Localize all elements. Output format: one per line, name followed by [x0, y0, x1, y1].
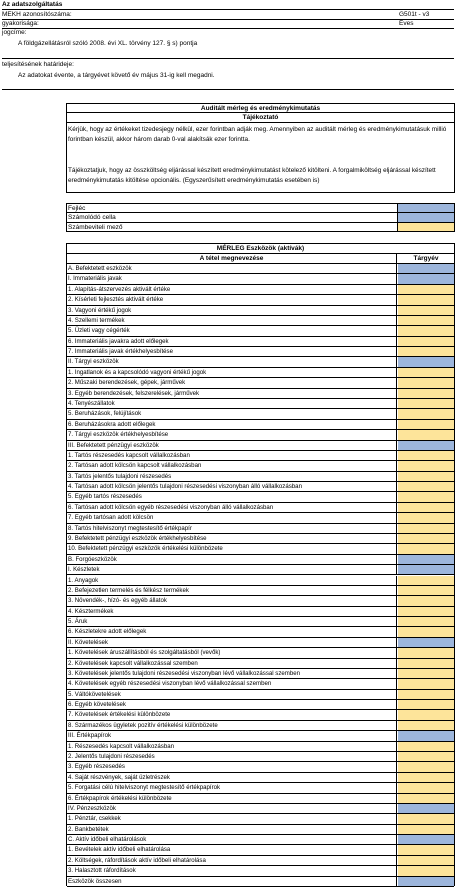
- row-label: 5. Forgatási célú hitelviszonyt megtestesítő értékpapírok: [67, 783, 397, 792]
- value-input[interactable]: [398, 700, 454, 709]
- value-calculated: [398, 264, 454, 273]
- legend: [66, 203, 455, 232]
- value-input[interactable]: [398, 596, 454, 605]
- row-label: 1. Bevételek aktív időbeli elhatárolása: [67, 845, 397, 854]
- value-input[interactable]: [398, 306, 454, 315]
- value-input[interactable]: [398, 856, 454, 865]
- table-row: [67, 659, 454, 669]
- row-label: 9. Befektetett pénzügyi eszközök értékhelyesbítése: [67, 534, 397, 543]
- table-row: [67, 441, 454, 451]
- row-label: 4. Saját részvények, saját üzletrészek: [67, 773, 397, 782]
- value-input[interactable]: [398, 409, 454, 418]
- table-row: [67, 295, 454, 305]
- legend-row-header: [67, 204, 454, 213]
- row-label: 5. Váltókövetelések: [67, 690, 397, 699]
- table-row: [67, 627, 454, 637]
- value-calculated: [398, 638, 454, 647]
- table-row: [67, 607, 454, 617]
- table-row: [67, 710, 454, 720]
- table-row: [67, 503, 454, 513]
- value-input[interactable]: [398, 295, 454, 304]
- row-label: IV. Pénzeszközök: [67, 804, 397, 813]
- row-label: 3. Növendék-, hízó- és egyéb állatok: [67, 596, 397, 605]
- table-row: [67, 451, 454, 461]
- row-label: 3. Egyéb berendezések, felszerelések, járművek: [67, 389, 397, 398]
- table-row: [67, 306, 454, 316]
- row-label: 5. Áruk: [67, 617, 397, 626]
- row-label: 6. Beruházásokra adott előlegek: [67, 420, 397, 429]
- column-header-item: A tétel megnevezése: [67, 254, 397, 264]
- row-label: 6. Immateriális javakra adott előlegek: [67, 337, 397, 346]
- value-input[interactable]: [398, 752, 454, 761]
- row-label: 5. Beruházások, felújítások: [67, 409, 397, 418]
- row-label: II. Követelések: [67, 638, 397, 647]
- value-input[interactable]: [398, 544, 454, 553]
- row-label: 1. Anyagok: [67, 576, 397, 585]
- row-label: 2. Befejezetlen termelés és félkész termékek: [67, 586, 397, 595]
- value-input[interactable]: [398, 762, 454, 771]
- value-input[interactable]: [398, 773, 454, 782]
- value-input[interactable]: [398, 389, 454, 398]
- row-label: 7. Egyéb tartósan adott kölcsön: [67, 513, 397, 522]
- row-label: II. Tárgyi eszközök: [67, 357, 397, 366]
- value-input[interactable]: [398, 326, 454, 335]
- row-label: 1. Pénztár, csekkek: [67, 814, 397, 823]
- row-label: 2. Bankbetétek: [67, 825, 397, 834]
- value-input[interactable]: [398, 399, 454, 408]
- table-row: [67, 513, 454, 523]
- info-box: [66, 103, 455, 193]
- row-label: 6. Értékpapírok értékelési különbözete: [67, 794, 397, 803]
- value-input[interactable]: [398, 721, 454, 730]
- info-title: Auditált mérleg és eredménykimutatás: [67, 104, 454, 113]
- value-input[interactable]: [398, 378, 454, 387]
- deadline-label: teljesítésének határideje:: [2, 61, 74, 68]
- value-calculated: [398, 565, 454, 574]
- value-input[interactable]: [398, 430, 454, 439]
- value-input[interactable]: [398, 461, 454, 470]
- table-row: [67, 638, 454, 648]
- row-label: 2. Tartósan adott kölcsön kapcsolt vállalkozásban: [67, 461, 397, 470]
- row-label: 4. Késztermékek: [67, 607, 397, 616]
- table-row: [67, 762, 454, 772]
- table-row: [67, 721, 454, 731]
- row-label: 1. Követelések áruszállításból és szolgáltatásból (vevők): [67, 648, 397, 657]
- value-input[interactable]: [398, 347, 454, 356]
- row-label: Eszközök összesen: [67, 877, 397, 886]
- row-label: 3. Tartós jelentős tulajdoni részesedés: [67, 472, 397, 481]
- value-input[interactable]: [398, 814, 454, 823]
- table-row: [67, 544, 454, 554]
- value-input[interactable]: [398, 337, 454, 346]
- row-label: C. Aktív időbeli elhatárolások: [67, 835, 397, 844]
- row-label: 7. Követelések értékelési különbözete: [67, 710, 397, 719]
- table-row: [67, 877, 454, 887]
- row-label: 4. Szellemi termékek: [67, 316, 397, 325]
- table-row: [67, 347, 454, 357]
- row-label: 6. Készletekre adott előlegek: [67, 627, 397, 636]
- value-input[interactable]: [398, 669, 454, 678]
- value-input[interactable]: [398, 513, 454, 522]
- row-label: 6. Egyéb követelések: [67, 700, 397, 709]
- value-input[interactable]: [398, 534, 454, 543]
- row-label: 3. Követelések jelentős tulajdoni részesedési viszonyban lévő vállalkozással szemben: [67, 669, 397, 678]
- table-row: [67, 617, 454, 627]
- row-label: 7. Immateriális javak értékhelyesbítése: [67, 347, 397, 356]
- table-row: [67, 845, 454, 855]
- freq-value: Éves: [399, 20, 414, 27]
- value-input[interactable]: [398, 690, 454, 699]
- table-row: [67, 835, 454, 845]
- divider: [2, 28, 454, 29]
- table-row: [67, 316, 454, 326]
- value-input[interactable]: [398, 472, 454, 481]
- table-row: [67, 576, 454, 586]
- table-row: [67, 648, 454, 658]
- divider: [2, 9, 454, 10]
- table-row: [67, 389, 454, 399]
- value-input[interactable]: [398, 742, 454, 751]
- legend-label: Számbeviteli mező: [68, 224, 123, 231]
- value-input[interactable]: [398, 451, 454, 460]
- table-row: [67, 357, 454, 367]
- value-input[interactable]: [398, 679, 454, 688]
- value-input[interactable]: [398, 576, 454, 585]
- value-input[interactable]: [398, 866, 454, 875]
- value-calculated: [398, 274, 454, 283]
- value-input[interactable]: [398, 627, 454, 636]
- divider: [2, 89, 454, 90]
- value-input[interactable]: [398, 503, 454, 512]
- row-label: 4. Tenyészállatok: [67, 399, 397, 408]
- value-calculated: [398, 804, 454, 813]
- table-row: [67, 794, 454, 804]
- row-label: B. Forgóeszközök: [67, 555, 397, 564]
- table-row: [67, 285, 454, 295]
- value-input[interactable]: [398, 845, 454, 854]
- legend-label: Számolódó cella: [68, 214, 116, 221]
- table-row: [67, 430, 454, 440]
- row-label: 6. Tartósan adott kölcsön egyéb részesedési viszonyban álló vállalkozásban: [67, 503, 397, 512]
- value-input[interactable]: [398, 316, 454, 325]
- row-label: 2. Jelentős tulajdoni részesedés: [67, 752, 397, 761]
- legend-label: Fejléc: [68, 205, 86, 212]
- value-input[interactable]: [398, 586, 454, 595]
- value-input[interactable]: [398, 710, 454, 719]
- value-calculated: [398, 877, 454, 886]
- table-row: [67, 814, 454, 824]
- table-row: [67, 264, 454, 274]
- table-row: [67, 482, 454, 492]
- row-label: 5. Egyéb tartós részesedés: [67, 492, 397, 501]
- table-row: [67, 586, 454, 596]
- value-input[interactable]: [398, 617, 454, 626]
- table-row: [67, 274, 454, 284]
- legend-row-input: [67, 223, 454, 231]
- value-input[interactable]: [398, 648, 454, 657]
- value-input[interactable]: [398, 659, 454, 668]
- info-subtitle: Tájékoztató: [67, 113, 454, 123]
- value-input[interactable]: [398, 492, 454, 501]
- table-row: [67, 524, 454, 534]
- column-header-year: Tárgyév: [413, 255, 439, 262]
- value-input[interactable]: [398, 368, 454, 377]
- table-row: [67, 378, 454, 388]
- table-row: [67, 326, 454, 336]
- table-row: [67, 669, 454, 679]
- value-input[interactable]: [398, 482, 454, 491]
- row-label: 5. Üzleti vagy cégérték: [67, 326, 397, 335]
- table-row: [67, 856, 454, 866]
- table-body: [66, 263, 455, 886]
- table-row: [67, 742, 454, 752]
- row-label: III. Befektetett pénzügyi eszközök: [67, 441, 397, 450]
- value-calculated: [398, 731, 454, 740]
- table-row: [67, 773, 454, 783]
- table-row: [67, 461, 454, 471]
- table-row: [67, 731, 454, 741]
- legend-swatch: [397, 204, 454, 212]
- row-label: 10. Befektetett pénzügyi eszközök értékelési különbözete: [67, 544, 397, 553]
- value-input[interactable]: [398, 607, 454, 616]
- value-input[interactable]: [398, 783, 454, 792]
- law-value: A földgázellátásról szóló 2008. évi XL. törvény 127. § s) pontja: [18, 40, 198, 47]
- table-row: [67, 492, 454, 502]
- row-label: 4. Tartósan adott kölcsön jelentős tulajdoni részesedési viszonyban álló vállalkozásban: [67, 482, 397, 491]
- table-row: [67, 534, 454, 544]
- legend-swatch: [397, 213, 454, 222]
- table-row: [67, 596, 454, 606]
- row-label: 8. Származékos ügyletek pozitív értékelési különbözete: [67, 721, 397, 730]
- value-input[interactable]: [398, 794, 454, 803]
- table-row: [67, 399, 454, 409]
- table-row: [67, 752, 454, 762]
- value-calculated: [398, 835, 454, 844]
- row-label: I. Immateriális javak: [67, 274, 397, 283]
- row-label: 8. Tartós hitelviszonyt megtestesítő értékpapír: [67, 524, 397, 533]
- value-input[interactable]: [398, 524, 454, 533]
- table-row: [67, 804, 454, 814]
- deadline-value: Az adatokat évente, a tárgyévet követő év május 31-ig kell megadni.: [18, 72, 215, 79]
- info-paragraph-2: Tájékoztatjuk, hogy az összköltség eljárással készített eredménykimutatást kötelező kitölteni. A forgalmiköltség eljárással készített eredménykimutatás kitöltése opcionális. (Egyszerűsített eredménykimutatás esetében is): [68, 167, 436, 184]
- legend-swatch: [397, 223, 454, 231]
- row-label: 1. Ingatlanok és a kapcsolódó vagyoni értékű jogok: [67, 368, 397, 377]
- value-calculated: [398, 555, 454, 564]
- value-calculated: [398, 441, 454, 450]
- row-label: 3. Egyéb részesedés: [67, 762, 397, 771]
- table-row: [67, 555, 454, 565]
- row-label: 1. Tartós részesedés kapcsolt vállalkozásban: [67, 451, 397, 460]
- value-input[interactable]: [398, 420, 454, 429]
- row-label: III. Értékpapírok: [67, 731, 397, 740]
- table-row: [67, 866, 454, 876]
- table-row: [67, 679, 454, 689]
- table-row: [67, 337, 454, 347]
- table-row: [67, 472, 454, 482]
- row-label: 2. Kísérleti fejlesztés aktivált értéke: [67, 295, 397, 304]
- row-label: 3. Halasztott ráfordítások: [67, 866, 397, 875]
- table-row: [67, 783, 454, 793]
- row-label: 1. Részesedés kapcsolt vállalkozásban: [67, 742, 397, 751]
- row-label: 1. Alapítás-átszervezés aktivált értéke: [67, 285, 397, 294]
- divider: [2, 58, 454, 59]
- freq-label: gyakorisága:: [2, 20, 39, 27]
- legend-row-calculated: [67, 213, 454, 223]
- header-title: Az adatszolgáltatás: [2, 1, 63, 8]
- row-label: A. Befektetett eszközök: [67, 264, 397, 273]
- value-calculated: [398, 357, 454, 366]
- law-label: jogcíme:: [2, 29, 27, 36]
- value-input[interactable]: [398, 825, 454, 834]
- table-row: [67, 565, 454, 575]
- table-title: MÉRLEG Eszközök (aktívák): [67, 244, 454, 254]
- value-input[interactable]: [398, 285, 454, 294]
- table-row: [67, 420, 454, 430]
- row-label: 2. Műszaki berendezések, gépek, járművek: [67, 378, 397, 387]
- row-label: 2. Követelések kapcsolt vállalkozással szemben: [67, 659, 397, 668]
- table-row: [67, 690, 454, 700]
- row-label: 2. Költségek, ráfordítások aktív időbeli elhatárolása: [67, 856, 397, 865]
- mekh-label: MEKH azonosítószáma:: [2, 11, 72, 18]
- divider: [2, 19, 454, 20]
- row-label: I. Készletek: [67, 565, 397, 574]
- row-label: 3. Vagyoni értékű jogok: [67, 306, 397, 315]
- table-header: [66, 243, 455, 263]
- row-label: 7. Tárgyi eszközök értékhelyesbítése: [67, 430, 397, 439]
- row-label: 4. Követelések egyéb részesedési viszonyban lévő vállalkozással szemben: [67, 679, 397, 688]
- mekh-value: G501t - v3: [399, 11, 430, 18]
- info-paragraph-1: Kérjük, hogy az értékeket tizedesjegy nélkül, ezer forintban adják meg. Amennyiben az auditált mérleg és eredménykimutatásuk millió forintban készül, akkor három darab 0-val alakítsák ezer forintta.: [68, 126, 447, 143]
- table-row: [67, 409, 454, 419]
- table-row: [67, 700, 454, 710]
- table-row: [67, 368, 454, 378]
- table-row: [67, 825, 454, 835]
